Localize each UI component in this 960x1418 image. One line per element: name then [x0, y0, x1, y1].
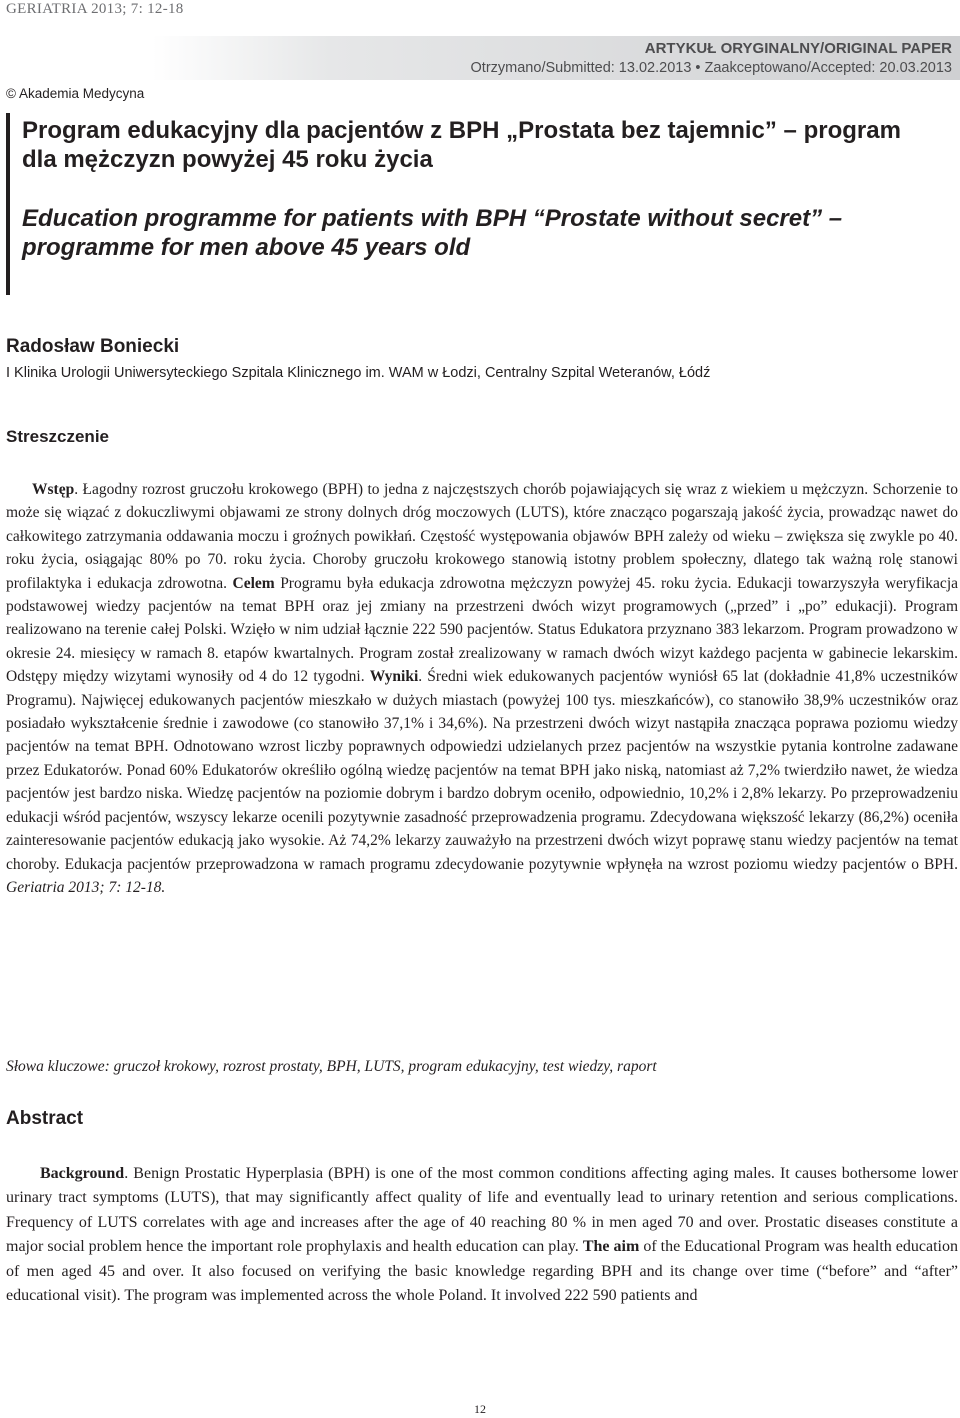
wyniki-label: Wyniki — [369, 668, 419, 686]
journal-header: GERIATRIA 2013; 7: 12-18 — [6, 1, 184, 17]
citation: Geriatria 2013; 7: 12-18. — [6, 878, 166, 896]
wstep-label: Wstęp — [32, 481, 75, 498]
background-label: Background — [40, 1165, 125, 1182]
abstract-heading: Abstract — [6, 1108, 84, 1129]
copyright: © Akademia Medycyna — [6, 86, 145, 101]
author-name: Radosław Boniecki — [6, 336, 180, 357]
aim-text: of the Educational Program was health education of men aged 45 and over. It also focused on verifying the basic knowledge regarding BPH and its change over time (“before” and “after” educational visit). The program was implemented across the whole Poland. It involved 222 590 patients and — [6, 1238, 959, 1305]
article-type: ARTYKUŁ ORYGINALNY/ORIGINAL PAPER — [644, 40, 952, 57]
title-english: Education programme for patients with BPH “Prostate without secret” – programme for men above 45 years old — [22, 205, 843, 261]
author-affiliation: I Klinika Urologii Uniwersyteckiego Szpitala Klinicznego im. WAM w Łodzi, Centralny Szpital Weteranów, Łódź — [6, 365, 711, 381]
celem-label: Celem — [232, 574, 275, 592]
title-rule — [6, 113, 10, 295]
streszczenie-text — [6, 478, 958, 899]
title-polish: Program edukacyjny dla pacjentów z BPH „Prostata bez tajemnic” – program dla mężczyzn powyżej 45 roku życia — [22, 117, 901, 173]
submission-dates: Otrzymano/Submitted: 13.02.2013 • Zaakceptowano/Accepted: 20.03.2013 — [470, 60, 952, 76]
wstep-text: . Łagodny rozrost gruczołu krokowego (BPH) to jedna z najczęstszych chorób pojawiających się wraz z wiekiem u mężczyzn. Schorzenie to może się wiązać z dokuczliwymi objawami ze strony dolnych dróg moczowych (LUTS), które znacząco pogarszają jakość życia, prowadząc nawet do całkowitego zatrzymania oddawania moczu i groźnych powikłań. Częstość występowania objawów BPH zależy od wieku – zwiększa się zwykle po 40. roku życia, osiągając 80% po 70. roku życia. Choroby gruczołu krokowego stanowią istotny problem społeczny, dlatego tak ważną rolę stanowi profilaktyka i edukacja zdrowotna. — [6, 481, 958, 592]
wyniki-text: . Średni wiek edukowanych pacjentów wyniósł 65 lat (dokładnie 41,8% uczestników Programu). Najwięcej edukowanych pacjentów mieszkało w dużych miastach (powyżej 100 tys. mieszkańców), co stanowiło 38,9% uczestników oraz posiadało wykształcenie średnie i zawodowe (co stanowiło 37,1% i 34,6%). Na przestrzeni dwóch wizyt nastąpiła znacząca poprawa poziomu wiedzy pacjentów na temat BPH. Odnotowano wzrost liczby poprawnych odpowiedzi udzielanych przez pacjentów na wszystkie pytania kontrolne zadawane przez Edukatorów. Ponad 60% Edukatorów określiło ogólną wiedzę pacjentów na temat BPH jako niską, natomiast aż 7,2% twierdziło nawet, że wiedza pacjentów jest bardzo niska. Wiedzę pacjentów na poziomie dobrym i bardzo dobrym oceniło, odpowiednio, 10,2% i 2,8% lekarzy. Po przeprowadzeniu edukacji wśród pacjentów, wszyscy lekarze ocenili pozytywnie zasadność przeprowadzenia programu. Zdecydowana większość lekarzy (86,2%) oceniła zainteresowanie pacjentów edukacją jako wysokie. Aż 74,2% lekarzy zauważyło na przestrzeni dwóch wizyt poprawę stanu wiedzy pacjentów na temat choroby. Edukacja pacjentów przeprowadzona w ramach programu zdecydowanie pozytywnie wpłynęła na wzrost poziomu wiedzy pacjentów o BPH. — [6, 668, 958, 873]
celem-text: Programu była edukacja zdrowotna mężczyzn powyżej 45. roku życia. Edukacji towarzyszyła weryfikacja podstawowej wiedzy pacjentów na temat BPH oraz jej zmiany na przestrzeni dwóch wizyt programowych („przed” i „po” edukacji). Program realizowano na terenie całej Polski. Wzięło w nim udział łącznie 222 590 pacjentów. Status Edukatora przyznano 383 lekarzom. Program prowadzono w okresie 24. miesięcy w ramach 8. etapów kwartalnych. Program został zrealizowany w ramach dwóch wizyt każdego pacjenta w gabinecie lekarskim. Odstępy między wizytami wynosiły od 4 do 12 tygodni. — [6, 574, 958, 686]
keywords: Słowa kluczowe: gruczoł krokowy, rozrost prostaty, BPH, LUTS, program edukacyjny, test wiedzy, raport — [6, 1058, 657, 1075]
page-number: 12 — [474, 1402, 486, 1416]
aim-label: The aim — [582, 1238, 640, 1256]
background-text: . Benign Prostatic Hyperplasia (BPH) is one of the most common conditions affecting aging males. It causes bothersome lower urinary tract symptoms (LUTS), that may significantly affect quality of life and eventually lead to urinary retention and serious complications. Frequency of LUTS correlates with age and increases after the age of 40 reaching 80 % in men aged 70 and over. Prostatic diseases constitute a major social problem hence the important role prophylaxis and health education can play. — [6, 1165, 958, 1256]
abstract-text — [6, 1162, 958, 1308]
streszczenie-heading: Streszczenie — [6, 427, 109, 446]
